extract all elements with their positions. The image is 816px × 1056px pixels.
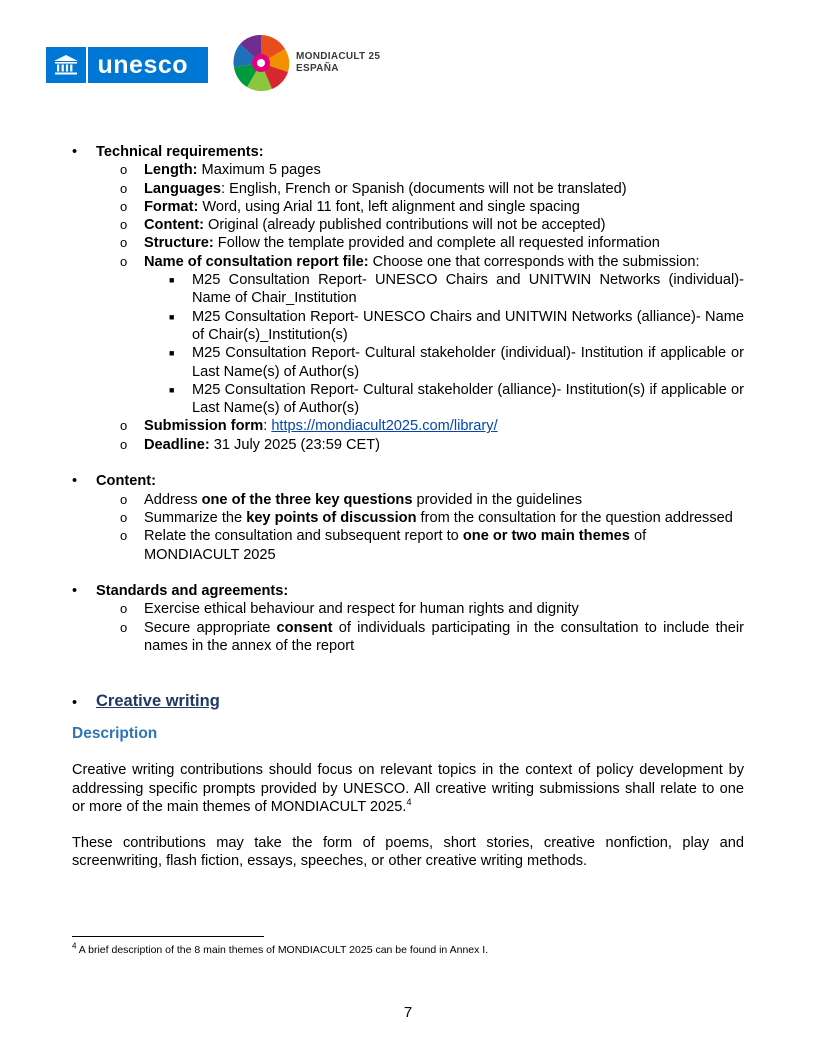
file-name-item xyxy=(72,308,744,345)
item-text: Exercise ethical behaviour and respect for human rights and dignity xyxy=(144,601,579,618)
mondiacult-wordmark xyxy=(296,51,380,75)
submission-sep: : xyxy=(263,418,272,435)
item-label: Languages xyxy=(144,180,222,197)
bullet-icon: • xyxy=(72,473,78,490)
circle-bullet-icon: o xyxy=(120,235,128,251)
circle-bullet-icon: o xyxy=(120,436,128,452)
footnote xyxy=(72,941,489,956)
list-item xyxy=(72,436,744,454)
item-text: from the consultation for the question addressed xyxy=(416,509,733,526)
item-text: Choose one that corresponds with the submission: xyxy=(368,253,700,270)
square-bullet-icon: ■ xyxy=(169,275,175,286)
technical-requirements-item xyxy=(72,143,744,161)
mondiacult-line1: MONDIACULT 25 xyxy=(296,51,381,62)
item-text: Address xyxy=(144,491,202,508)
item-label: Format: xyxy=(144,198,199,215)
standards-title: Standards and agreements: xyxy=(96,583,289,600)
content-item xyxy=(72,472,744,490)
main-content xyxy=(72,143,744,871)
item-label: Content: xyxy=(144,217,204,234)
list-item xyxy=(72,234,744,252)
list-item xyxy=(72,180,744,198)
description-subheading: Description xyxy=(72,724,158,742)
standards-item xyxy=(72,582,744,600)
circle-bullet-icon: o xyxy=(120,601,128,617)
submission-label: Submission form xyxy=(144,418,264,435)
list-item xyxy=(72,527,744,564)
list-item xyxy=(72,417,744,435)
page-number: 7 xyxy=(403,1004,413,1021)
list-item xyxy=(72,509,744,527)
circle-bullet-icon: o xyxy=(120,619,128,635)
item-emphasis: consent xyxy=(276,619,333,636)
footnote-divider xyxy=(72,936,264,937)
item-label: Structure: xyxy=(144,235,214,252)
creative-writing-heading xyxy=(72,692,744,711)
mondiacult-line2: ESPAÑA xyxy=(296,63,339,74)
mondiacult-logo-icon xyxy=(232,34,290,92)
item-text: Secure appropriate xyxy=(144,619,277,636)
creative-writing-title: Creative writing xyxy=(96,691,220,710)
circle-bullet-icon: o xyxy=(120,418,128,434)
item-text: of individuals participating in the consultation to include their names in the annex of the report xyxy=(144,619,744,655)
unesco-wordmark: unesco xyxy=(97,50,189,79)
list-item xyxy=(72,619,744,656)
list-item xyxy=(72,253,744,271)
file-name-text: M25 Consultation Report- UNESCO Chairs and UNITWIN Networks (individual)- Name of Chair_Institution xyxy=(192,272,744,307)
item-text: Maximum 5 pages xyxy=(197,162,321,179)
circle-bullet-icon: o xyxy=(120,528,128,544)
file-name-item xyxy=(72,344,744,381)
deadline-text: 31 July 2025 (23:59 CET) xyxy=(209,436,381,453)
circle-bullet-icon: o xyxy=(120,162,128,178)
bullet-icon: • xyxy=(72,583,78,600)
content-title: Content: xyxy=(96,473,156,490)
circle-bullet-icon: o xyxy=(120,509,128,525)
bullet-icon: • xyxy=(72,694,78,711)
creative-paragraph-1 xyxy=(72,761,744,816)
item-text: Summarize the xyxy=(144,509,247,526)
item-text: : English, French or Spanish (documents will not be translated) xyxy=(221,180,627,197)
item-emphasis: one of the three key questions xyxy=(201,491,413,508)
unesco-logo xyxy=(46,47,208,83)
item-label: Length: xyxy=(144,162,198,179)
list-item xyxy=(72,600,744,618)
item-text: Word, using Arial 11 font, left alignment and single spacing xyxy=(198,198,580,215)
item-text: of MONDIACULT 2025 xyxy=(144,528,647,563)
file-name-text: M25 Consultation Report- UNESCO Chairs and UNITWIN Networks (alliance)- Name of Chair(s)_Institution(s) xyxy=(192,308,744,343)
list-item xyxy=(72,161,744,179)
circle-bullet-icon: o xyxy=(120,217,128,233)
circle-bullet-icon: o xyxy=(120,198,128,214)
circle-bullet-icon: o xyxy=(120,253,128,269)
list-item xyxy=(72,491,744,509)
item-text: Follow the template provided and complete all requested information xyxy=(213,235,660,252)
item-text: Original (already published contributions will not be accepted) xyxy=(203,217,606,234)
circle-bullet-icon: o xyxy=(120,180,128,196)
temple-icon xyxy=(46,47,86,83)
item-emphasis: one or two main themes xyxy=(462,528,630,545)
creative-paragraph-2: These contributions may take the form of poems, short stories, creative nonfiction, play and screenwriting, flash fiction, essays, speeches, or other creative writing methods. xyxy=(72,835,744,870)
file-name-text: M25 Consultation Report- Cultural stakeholder (alliance)- Institution(s) if applicable or Last Name(s) of Author(s) xyxy=(192,381,744,417)
footnote-text: A brief description of the 8 main themes of MONDIACULT 2025 can be found in Annex I. xyxy=(76,944,489,956)
paragraph-text: Creative writing contributions should focus on relevant topics in the context of policy development by addressing specific prompts provided by UNESCO. All creative writing submissions shall relate to one or more of the main themes of MONDIACULT 2025. xyxy=(72,762,744,815)
page-header xyxy=(46,34,406,94)
file-name-item xyxy=(72,381,744,418)
item-text: provided in the guidelines xyxy=(412,491,583,508)
item-label: Name of consultation report file: xyxy=(144,253,369,270)
file-name-item xyxy=(72,271,744,308)
square-bullet-icon: ■ xyxy=(169,384,175,395)
square-bullet-icon: ■ xyxy=(169,348,175,359)
list-item xyxy=(72,216,744,234)
footnote-ref[interactable]: 4 xyxy=(406,796,412,807)
list-item xyxy=(72,198,744,216)
square-bullet-icon: ■ xyxy=(169,311,175,322)
bullet-icon: • xyxy=(72,144,78,160)
footnote-number: 4 xyxy=(72,941,77,951)
circle-bullet-icon: o xyxy=(120,491,128,507)
file-name-text: M25 Consultation Report- Cultural stakeholder (individual)- Institution if applicable or Last Name(s) of Author(s) xyxy=(192,345,744,380)
submission-link[interactable]: https://mondiacult2025.com/library/ xyxy=(271,418,498,435)
technical-requirements-title: Technical requirements: xyxy=(96,144,264,160)
deadline-label: Deadline: xyxy=(144,436,210,453)
item-text: Relate the consultation and subsequent report to xyxy=(144,528,463,545)
item-emphasis: key points of discussion xyxy=(246,509,417,526)
